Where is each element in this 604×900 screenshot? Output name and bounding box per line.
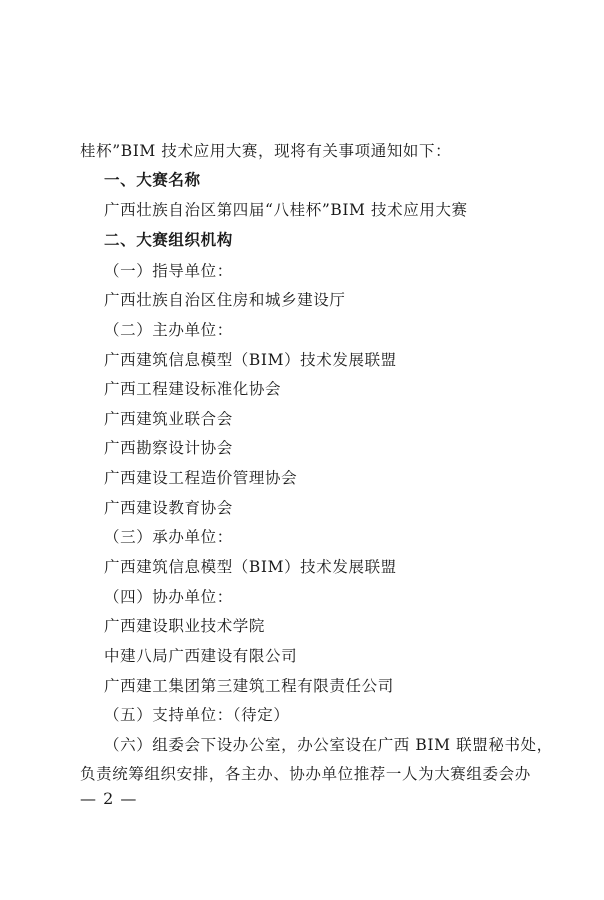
- page-number: — 2 —: [80, 789, 138, 808]
- subsection-label: （五）支持单位：（待定）: [104, 706, 290, 724]
- organization-name: 广西建工集团第三建筑工程有限责任公司: [104, 677, 394, 695]
- subsection-label: （四）协办单位：: [104, 588, 233, 606]
- organization-name: 广西建设工程造价管理协会: [104, 469, 298, 487]
- organization-name: 广西建筑信息模型（BIM）技术发展联盟: [104, 351, 397, 369]
- organization-name: 广西建设教育协会: [104, 499, 233, 517]
- body-text-line: 桂杯”BIM 技术应用大赛，现将有关事项通知如下：: [80, 142, 452, 160]
- section-heading: 一、大赛名称: [104, 171, 201, 189]
- body-text-line: 负责统筹组织安排，各主办、协办单位推荐一人为大赛组委会办: [80, 765, 531, 783]
- organization-name: 广西壮族自治区住房和城乡建设厅: [104, 291, 346, 309]
- organization-name: 广西建筑业联合会: [104, 410, 233, 428]
- body-text-line: 广西壮族自治区第四届“八桂杯”BIM 技术应用大赛: [104, 201, 468, 219]
- organization-name: 广西工程建设标准化协会: [104, 380, 282, 398]
- organization-name: 中建八局广西建设有限公司: [104, 647, 298, 665]
- organization-name: 广西建筑信息模型（BIM）技术发展联盟: [104, 558, 397, 576]
- organization-name: 广西建设职业技术学院: [104, 617, 266, 635]
- subsection-label: （三）承办单位：: [104, 528, 233, 546]
- body-text-line: （六）组委会下设办公室，办公室设在广西 BIM 联盟秘书处，: [104, 736, 553, 754]
- section-heading: 二、大赛组织机构: [104, 231, 233, 249]
- subsection-label: （二）主办单位：: [104, 321, 233, 339]
- subsection-label: （一）指导单位：: [104, 262, 233, 280]
- organization-name: 广西勘察设计协会: [104, 439, 233, 457]
